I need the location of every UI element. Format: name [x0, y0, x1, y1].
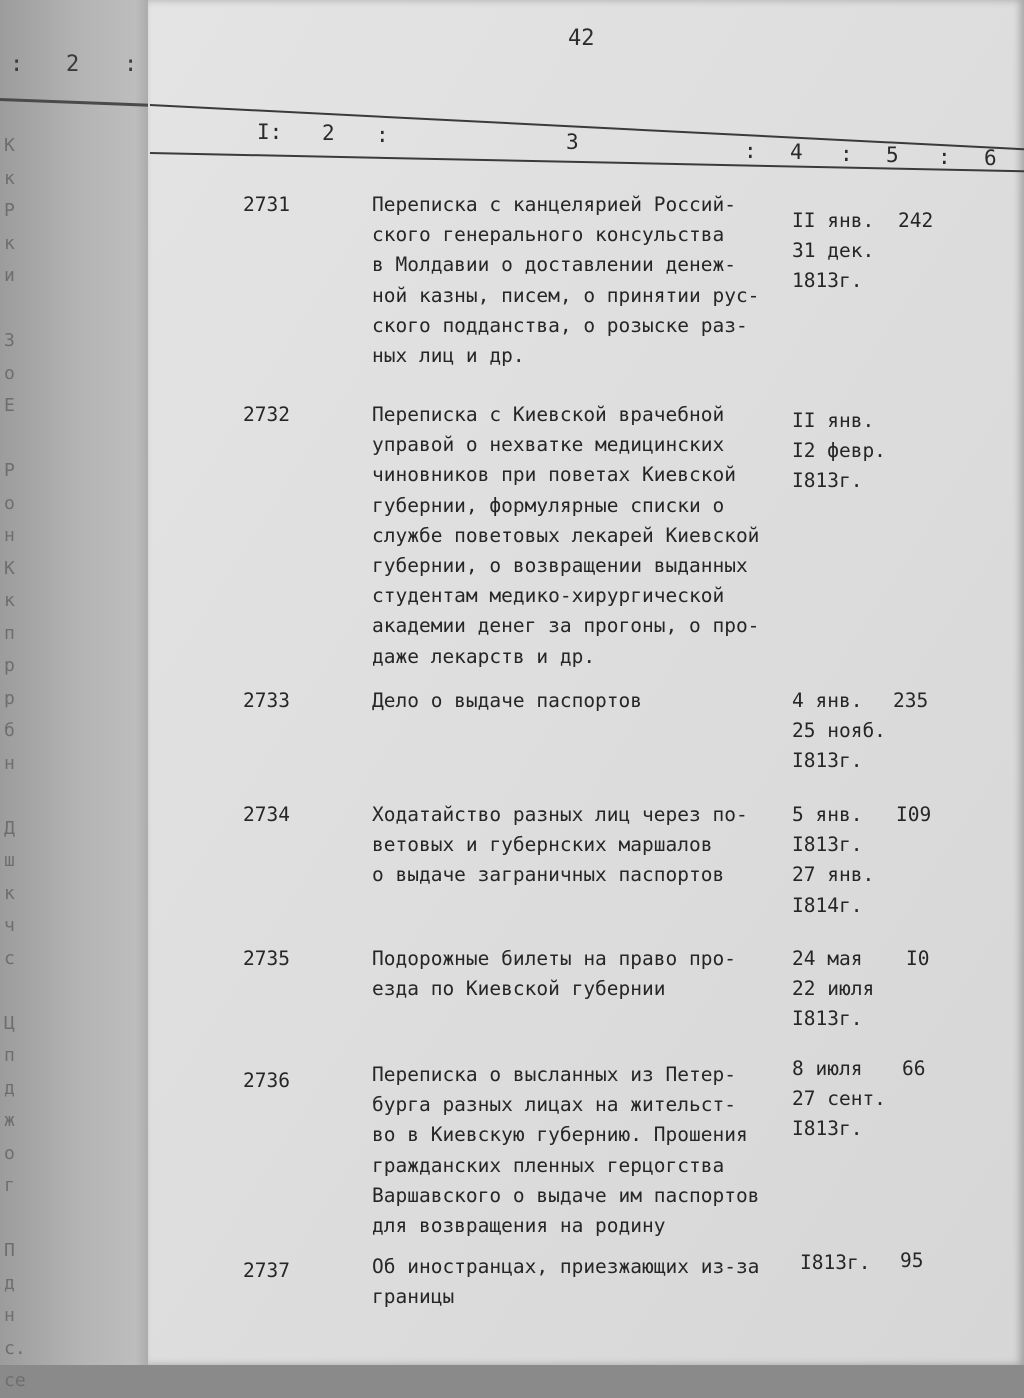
page-number: 42	[568, 26, 595, 51]
previous-page-edge-char: н	[4, 1305, 15, 1326]
record-description	[372, 1252, 759, 1312]
previous-page-edge-char: К	[4, 557, 15, 579]
date-line: 22 июля	[792, 977, 875, 1001]
previous-page-edge-char: ж	[4, 1110, 15, 1131]
column-header-separator: :	[840, 142, 853, 166]
description-line: студентам медико-хирургической	[372, 584, 725, 608]
description-line: губернии, формулярные списки о	[372, 493, 725, 517]
record-dates	[792, 686, 886, 777]
date-line: II янв.	[792, 209, 875, 232]
description-line: границы	[372, 1285, 455, 1309]
previous-page-edge-char: д	[4, 1272, 15, 1294]
record-description	[372, 944, 736, 1004]
record-dates	[792, 206, 874, 297]
record-pages: 66	[902, 1057, 926, 1080]
description-line: в Молдавии о доставлении денеж-	[372, 253, 736, 277]
previous-page-edge-char: к	[4, 232, 15, 254]
record-number: 2734	[243, 803, 290, 826]
previous-page-edge-char: се	[4, 1370, 26, 1391]
date-line: 31 дек.	[792, 239, 875, 263]
previous-page-edge-char: н	[4, 752, 15, 774]
description-line: чиновников при поветах Киевской	[372, 463, 736, 487]
previous-page-edge-char: П	[4, 1240, 15, 1261]
previous-page-edge-char: д	[4, 1077, 15, 1099]
record-description	[372, 190, 759, 371]
description-line: ных лиц и др.	[372, 343, 525, 367]
record-description	[372, 1060, 759, 1241]
description-line: бурга разных лицах на жительст-	[372, 1093, 736, 1117]
previous-page-edge-char	[4, 423, 28, 456]
previous-page-edge-char	[4, 975, 28, 1008]
date-line: I813г.	[792, 469, 863, 493]
previous-page-edge-char: ш	[4, 850, 15, 871]
description-line: ветовых и губернских маршалов	[372, 833, 713, 857]
description-line: управой о нехватке медицинских	[372, 433, 725, 457]
previous-page-edge-char: к	[4, 167, 15, 189]
record-dates	[792, 944, 874, 1035]
date-line: I813г.	[800, 1251, 871, 1274]
date-line: I813г.	[792, 1117, 863, 1141]
description-line: службе поветовых лекарей Киевской	[372, 523, 760, 547]
description-line: во в Киевскую губернию. Прошения	[372, 1123, 748, 1147]
record-number: 2733	[243, 689, 290, 712]
date-line: 25 нояб.	[792, 719, 886, 743]
previous-page-edge-char: Д	[4, 817, 15, 839]
previous-header-col-3: :	[124, 52, 140, 77]
description-line: академии денег за прогоны, о про-	[372, 614, 760, 638]
record-dates	[792, 800, 874, 921]
previous-page-edge-char	[4, 293, 28, 326]
previous-page-edge-char: к	[4, 882, 15, 904]
description-line: Переписка с Киевской врачебной	[372, 403, 725, 426]
column-header-separator: :	[744, 139, 757, 163]
description-line: ского подданства, о розыске раз-	[372, 313, 748, 337]
record-pages: 242	[898, 209, 934, 232]
previous-page-edge-char: Е	[4, 395, 15, 416]
description-line: Об иностранцах, приезжающих из-за	[372, 1255, 760, 1278]
date-line: 8 июля	[792, 1057, 863, 1080]
previous-page-edge-char: р	[4, 655, 15, 676]
record-pages: 235	[893, 689, 929, 712]
description-line: Переписка с канцелярией Россий-	[372, 193, 736, 216]
date-line: 24 мая	[792, 947, 863, 970]
previous-page-edge-char: и	[4, 265, 15, 286]
previous-page-edge-char	[4, 780, 28, 813]
date-line: 1813г.	[792, 269, 863, 293]
previous-page-edge-char: о	[4, 1142, 15, 1164]
date-line: I813г.	[792, 749, 863, 773]
column-header-2: 2	[322, 121, 335, 145]
previous-page-edge-char: с.	[4, 1337, 26, 1359]
column-header-separator: :	[938, 145, 951, 169]
previous-page-edge-char: о	[4, 362, 15, 384]
column-header-separator: :	[376, 123, 389, 147]
description-line: ского генерального консульства	[372, 223, 725, 247]
previous-page-edge-char: п	[4, 1045, 15, 1066]
date-line: I813г.	[792, 1007, 863, 1031]
record-dates	[800, 1248, 870, 1278]
description-line: для возвращения на родину	[372, 1213, 666, 1237]
record-description	[372, 800, 748, 891]
description-line: гражданских пленных герцогства	[372, 1153, 725, 1177]
record-number: 2731	[243, 193, 290, 216]
previous-page-edge-char: ч	[4, 915, 15, 936]
previous-page-rule	[0, 98, 150, 107]
record-dates	[792, 406, 886, 497]
column-header-6: 6	[984, 146, 997, 170]
previous-page-edge-char: о	[4, 492, 15, 514]
previous-page-edge-char: г	[4, 1175, 15, 1196]
previous-page-edge-char: б	[4, 720, 15, 741]
previous-page-edge-char: н	[4, 525, 15, 546]
description-line: езда по Киевской губернии	[372, 977, 666, 1001]
column-header-4: 4	[790, 140, 803, 164]
description-line: Подорожные билеты на право про-	[372, 947, 736, 970]
description-line: Дело о выдаче паспортов	[372, 689, 643, 712]
record-pages: I0	[906, 947, 930, 970]
record-pages: I09	[896, 803, 932, 826]
description-line: Варшавского о выдаче им паспортов	[372, 1183, 760, 1207]
date-line: 5 янв.	[792, 803, 863, 826]
column-header-1: I:	[257, 120, 283, 144]
previous-page-text-edge	[4, 130, 28, 1398]
previous-page-edge-char: р	[4, 687, 15, 709]
previous-page-edge-char: с	[4, 947, 15, 969]
record-description	[372, 400, 759, 672]
date-line: I813г.	[792, 833, 863, 857]
description-line: ной казны, писем, о принятии рус-	[372, 283, 760, 307]
previous-page-edge-char: Ц	[4, 1012, 15, 1034]
previous-page-edge-char	[4, 1203, 28, 1236]
previous-page-edge	[0, 0, 150, 1391]
previous-page-edge-char: к	[4, 590, 15, 611]
date-line: I814г.	[792, 893, 863, 917]
previous-page-edge-char: К	[4, 135, 15, 156]
previous-page-edge-char: Р	[4, 200, 15, 221]
record-number: 2737	[243, 1259, 290, 1282]
previous-page-edge-char: З	[4, 330, 15, 351]
date-line: 4 янв.	[792, 689, 863, 712]
description-line: Ходатайство разных лиц через по-	[372, 803, 748, 826]
record-number: 2732	[243, 403, 290, 426]
column-header-3: 3	[566, 130, 579, 154]
description-line: губернии, о возвращении выданных	[372, 553, 748, 577]
previous-page-edge-char: п	[4, 622, 15, 644]
date-line: 27 сент.	[792, 1087, 886, 1111]
date-line: II янв.	[792, 409, 875, 432]
column-header-5: 5	[886, 143, 899, 167]
record-description	[372, 686, 642, 716]
description-line: о выдаче заграничных паспортов	[372, 863, 725, 887]
previous-header-col-1: :	[10, 52, 26, 77]
record-dates	[792, 1054, 886, 1145]
record-number: 2735	[243, 947, 290, 970]
record-pages: 95	[900, 1249, 924, 1272]
description-line: даже лекарств и др.	[372, 644, 596, 668]
date-line: 27 янв.	[792, 863, 875, 887]
date-line: I2 февр.	[792, 439, 886, 463]
description-line: Переписка о высланных из Петер-	[372, 1063, 736, 1086]
previous-header-col-2: 2	[66, 52, 82, 77]
previous-page-edge-char: Р	[4, 460, 15, 481]
record-number: 2736	[243, 1069, 290, 1092]
